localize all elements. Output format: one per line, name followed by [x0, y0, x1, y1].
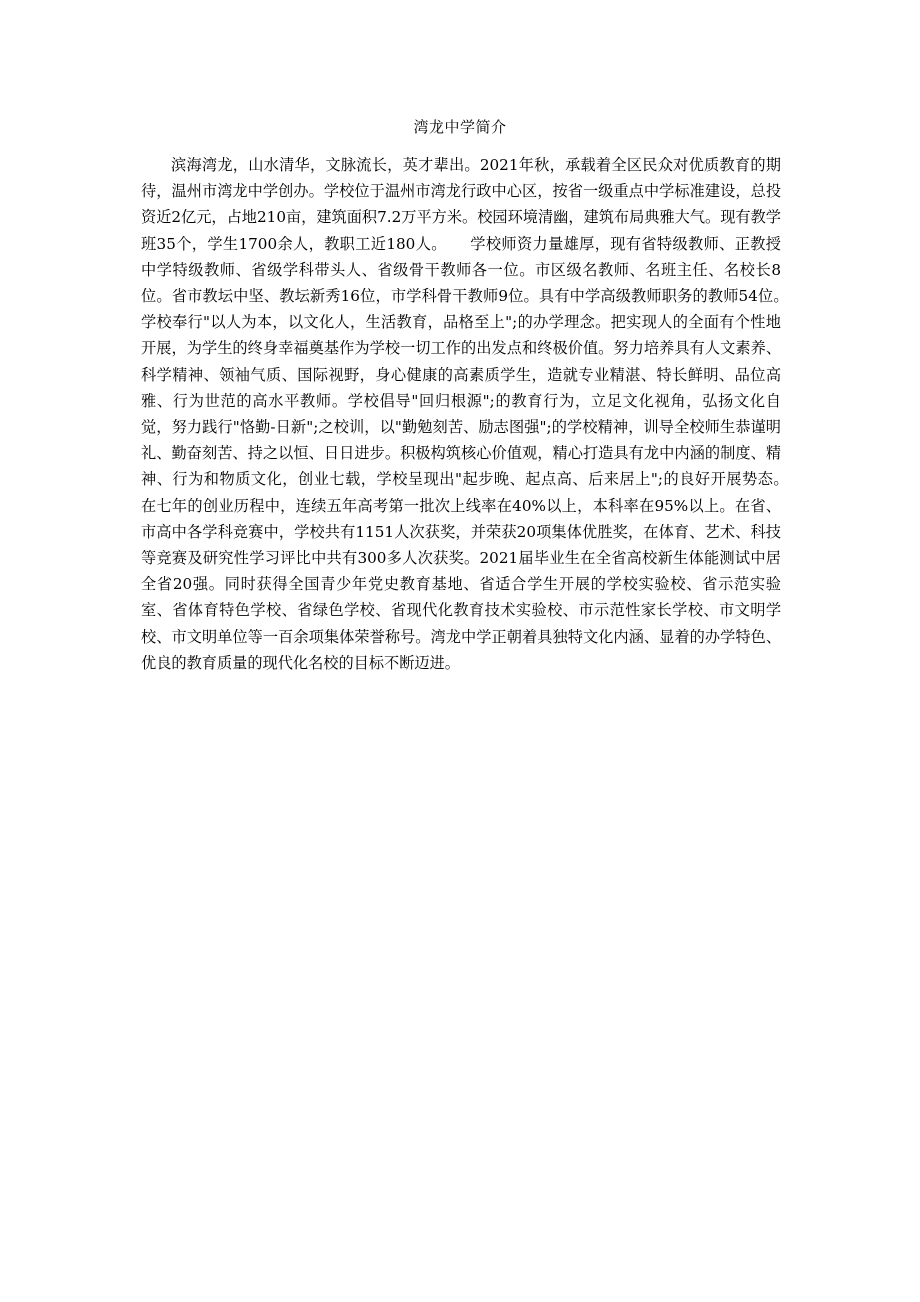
document-title: 湾龙中学简介 [413, 118, 507, 136]
document-body-paragraph: 滨海湾龙，山水清华，文脉流长，英才辈出。2021年秋，承载着全区民众对优质教育的期待，温州市湾龙中学创办。学校位于温州市湾龙行政中心区，按省一级重点中学标准建设，总投资近2亿元，占地210亩，建筑面积7.2万平方米。校园环境清幽，建筑布局典雅大气。现有教学班35个，学生1700余人，教职工近180人。 学校师资力量雄厚，现有省特级教师、正教授中学特级教师、省级学科带头人、省级骨干教师各一位。市区级名教师、名班主任、名校长8位。省市教坛中坚、教坛新秀16位，市学科骨干教师9位。具有中学高级教师职务的教师54位。 学校奉行"以人为本，以文化人，生活教育，品格至上";的办学理念。把实现人的全面有个性地开展，为学生的终身幸福奠基作为学校一切工作的出发点和终极价值。努力培养具有人文素养、科学精神、领袖气质、国际视野，身心健康的高素质学生，造就专业精湛、特长鲜明、品位高雅、行为世范的高水平教师。学校倡导"回归根源";的教育行为，立足文化视角，弘扬文化自觉，努力践行"恪勤-日新";之校训，以"勤勉刻苦、励志图强";的学校精神，训导全校师生恭谨明礼、勤奋刻苦、持之以恒、日日进步。积极构筑核心价值观，精心打造具有龙中内涵的制度、精神、行为和物质文化，创业七载，学校呈现出"起步晚、起点高、后来居上";的良好开展势态。 在七年的创业历程中，连续五年高考第一批次上线率在40%以上，本科率在95%以上。在省、市高中各学科竞赛中，学校共有1151人次获奖，并荣获20项集体优胜奖，在体育、艺术、科技等竞赛及研究性学习评比中共有300多人次获奖。2021届毕业生在全省高校新生体能测试中居全省20强。同时获得全国青少年党史教育基地、省适合学生开展的学校实验校、省示范实验室、省体育特色学校、省绿色学校、省现代化教育技术实验校、市示范性家长学校、市文明学校、市文明单位等一百余项集体荣誉称号。湾龙中学正朝着具独特文化内涵、显着的办学特色、优良的教育质量的现代化名校的目标不断迈进。 [141, 156, 812, 672]
